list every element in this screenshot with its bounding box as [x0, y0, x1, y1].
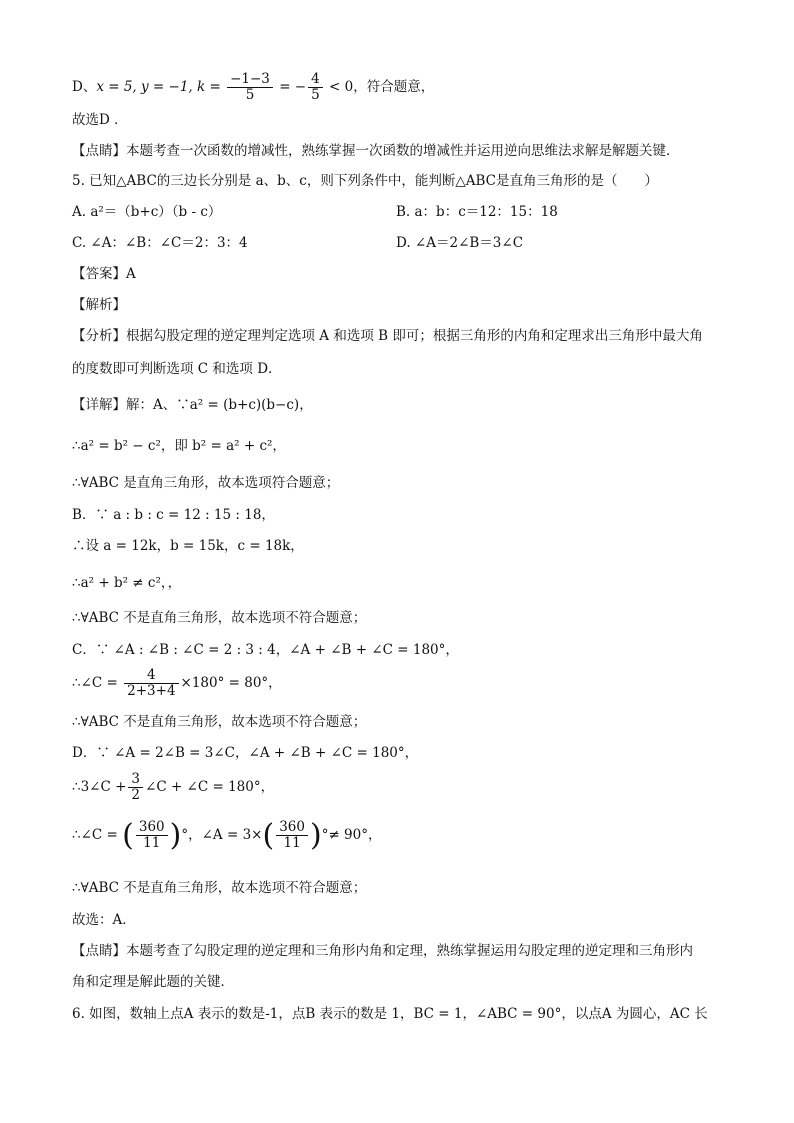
q5-options-row-1: [72, 203, 732, 221]
q5-detail-3: ∴∀ABC 是直角三角形，故本选项符合题意；: [72, 475, 340, 491]
q5-detail-10: ∴∀ABC 不是直角三角形，故本选项不符合题意；: [72, 714, 367, 730]
q5-detail-8: C．∵ ∠A : ∠B : ∠C = 2 : 3 : 4，∠A + ∠B + ∠C = 180°，: [72, 642, 459, 658]
q5-detail-1: 【详解】解：A、∵a² = (b+c)(b−c)，: [72, 397, 313, 413]
q5-detail-11: D．∵ ∠A = 2∠B = 3∠C，∠A + ∠B + ∠C = 180°，: [72, 745, 419, 761]
prev-option-d-line: D、x = 5, y = −1, k = $\frac{-1-3}{5}$ = − $\frac{4}{5}$ < 0，符合题意，: [72, 71, 435, 103]
q5-detail-4: B．∵ a : b : c = 12 : 15 : 18，: [72, 507, 275, 523]
q5-analysis-1: 【分析】根据勾股定理的逆定理判定选项 A 和选项 B 即可；根据三角形的内角和定理求出三角形中最大角: [72, 328, 703, 344]
q5-detail-12: ∴3∠C + $\frac{3}{2}$ ∠C + ∠C = 180°，: [72, 771, 275, 803]
q5-comment-2: 角和定理是解此题的关键．: [72, 974, 234, 990]
fraction: $\frac{4}{5}$: [308, 72, 323, 103]
q5-answer: 【答案】A: [72, 266, 136, 282]
fraction: $\frac{4}{2+3+4}$: [124, 668, 178, 699]
q5-option-d: D. ∠A＝2∠B＝3∠C: [396, 235, 524, 251]
prev-comment: 【点睛】本题考查一次函数的增减性，熟练掌握一次函数的增减性并运用逆向思维法求解是解题关键．: [72, 143, 680, 159]
q5-option-a: A. a²＝（b+c）（b - c）: [72, 204, 222, 220]
q5-stem: 5. 已知△ABC的三边长分别是 a、b、c，则下列条件中，能判断△ABC是直角三角形的是（ ）: [72, 173, 658, 189]
fraction: $\frac{3}{2}$: [128, 772, 143, 803]
prev-choose: 故选D ．: [72, 112, 128, 128]
q5-options-row-2: [72, 234, 732, 252]
q5-detail-14: ∴∀ABC 不是直角三角形，故本选项不符合题意；: [72, 880, 367, 896]
q5-detail-5: ∴设 a = 12k，b = 15k，c = 18k，: [72, 538, 304, 554]
q5-detail-6: ∴a² + b² ≠ c²，，: [72, 575, 182, 591]
q5-choose: 故选：A．: [72, 912, 136, 928]
q5-comment-1: 【点睛】本题考查了勾股定理的逆定理和三角形内角和定理，熟练掌握运用勾股定理的逆定理和三角形内: [72, 943, 693, 959]
q5-option-b: B. a：b：c＝12：15：18: [396, 204, 558, 220]
q6-stem: 6. 如图，数轴上点A 表示的数是-1，点B 表示的数是 1，BC = 1，∠ABC = 90°，以点A 为圆心，AC 长: [72, 1006, 708, 1022]
q5-analysis-2: 的度数即可判断选项 C 和选项 D．: [72, 361, 282, 377]
fraction: $\frac{360}{11}$: [276, 820, 308, 851]
q5-option-c: C. ∠A：∠B：∠C＝2：3：4: [72, 235, 248, 251]
q5-detail-2: ∴a² = b² − c²，即 b² = a² + c²，: [72, 438, 286, 454]
q5-detail-13: ∴∠C = ( $\frac{360}{11}$ )°，∠A = 3×( $\frac{360}{11}$ )°≠ 90°，: [72, 817, 382, 853]
q5-detail-9: ∴∠C = $\frac{4}{2+3+4}$ ×180° = 80°，: [72, 667, 282, 699]
q5-detail-7: ∴∀ABC 不是直角三角形，故本选项不符合题意；: [72, 610, 367, 626]
fraction: $\frac{-1-3}{5}$: [227, 72, 273, 103]
q5-analysis-head: 【解析】: [72, 297, 126, 313]
fraction: $\frac{360}{11}$: [136, 820, 168, 851]
